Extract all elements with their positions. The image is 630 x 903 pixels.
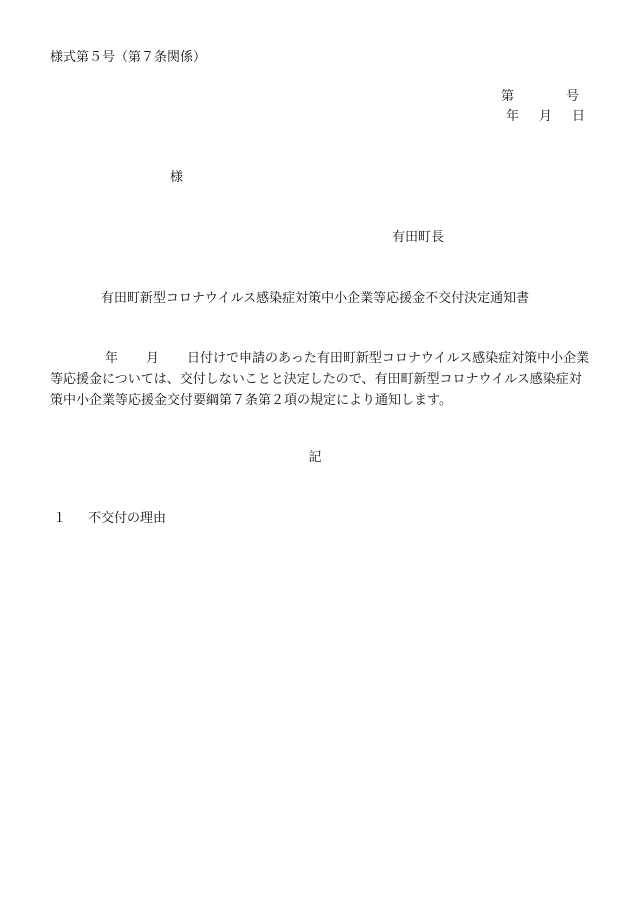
date-day: 日 (572, 109, 586, 124)
ki-heading: 記 (308, 450, 322, 465)
item-number: １ (53, 511, 67, 526)
document-date (486, 110, 585, 123)
document-number (501, 90, 579, 103)
list-item (53, 512, 166, 525)
body-month: 月 (146, 351, 160, 366)
body-year: 年 (105, 351, 119, 366)
number-prefix: 第 (501, 89, 515, 104)
body-text (50, 348, 590, 411)
item-label: 不交付の理由 (88, 511, 167, 526)
date-year: 年 (506, 109, 520, 124)
body-sentence: 日付けで申請のあった有田町新型コロナウイルス感染症対策中小企業等応援金については、交付しないことと決定したので、有田町新型コロナウイルス感染症対策中小企業等応援金交付要綱第７条第２項の規定により通知します。 (50, 351, 590, 408)
form-label: 様式第５号（第７条関係） (50, 50, 207, 65)
sender: 有田町長 (392, 230, 445, 245)
number-suffix: 号 (566, 89, 580, 104)
document-title: 有田町新型コロナウイルス感染症対策中小企業等応援金不交付決定通知書 (100, 291, 530, 306)
addressee: 様 (170, 170, 184, 185)
date-month: 月 (539, 109, 553, 124)
